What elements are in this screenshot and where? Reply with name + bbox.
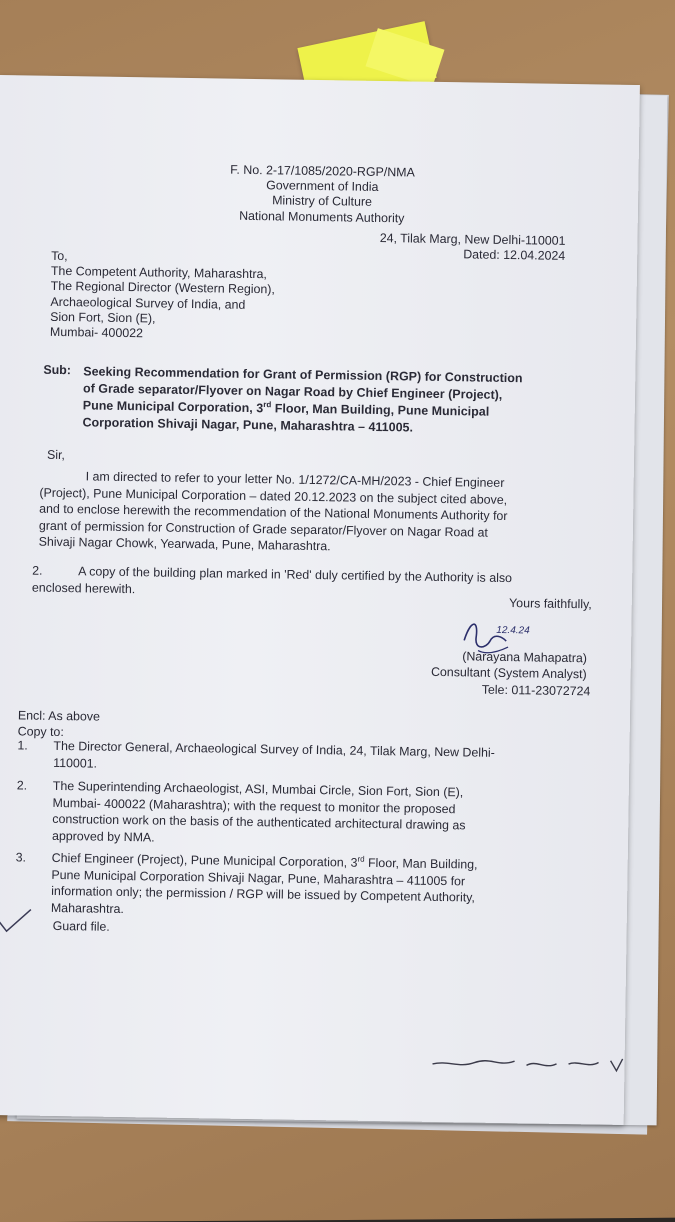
- copy-line: Chief Engineer (Project), Pune Municipal Corporation, 3rd Floor, Man Building,: [51, 850, 478, 872]
- paragraph-line: grant of permission for Construction of Grade separator/Flyover on Nagar Road at: [38, 518, 489, 540]
- sender-address-block: [379, 231, 565, 264]
- copy-line: 110001.: [53, 755, 98, 771]
- org-line-2: Ministry of Culture: [272, 193, 373, 210]
- signatory-designation: Consultant (System Analyst): [430, 664, 587, 682]
- recipient-line: The Competent Authority, Maharashtra,: [50, 264, 268, 282]
- signature-date: 12.4.24: [496, 624, 530, 637]
- org-line-1: Government of India: [266, 178, 379, 195]
- org-line-3: National Monuments Authority: [239, 208, 405, 225]
- paragraph-number: 2.: [32, 563, 43, 578]
- recipient-block: [50, 249, 276, 344]
- to-label: To,: [51, 248, 68, 264]
- copy-item: [16, 777, 466, 850]
- paragraph-line: I am directed to refer to your letter No. 1/1272/CA-MH/2023 - Chief Engineer: [85, 469, 505, 490]
- paragraph-2: [32, 563, 512, 604]
- closing: Yours faithfully,: [509, 596, 592, 612]
- letter-page: [0, 75, 640, 1125]
- copy-line: Mumbai- 400022 (Maharashtra); with the request to monitor the proposed: [52, 795, 456, 816]
- copy-item: [17, 737, 495, 778]
- file-number: F. No. 2-17/1085/2020-RGP/NMA: [230, 162, 415, 180]
- enclosure-block: [18, 708, 100, 740]
- tick-mark: [0, 905, 35, 936]
- subject-line: Corporation Shivaji Nagar, Pune, Maharashtra – 411005.: [82, 415, 414, 435]
- copy-to-label: Copy to:: [17, 723, 64, 739]
- letter-date: Dated: 12.04.2024: [463, 247, 566, 264]
- copy-line: construction work on the basis of the authenticated architectural drawing as: [52, 812, 466, 833]
- paragraph-line: and to enclose herewith the recommendation of the National Monuments Authority for: [39, 501, 508, 524]
- guard-file: Guard file.: [52, 918, 110, 934]
- handwritten-note: [428, 1050, 628, 1079]
- paragraph-line: Shivaji Nagar Chowk, Yearwada, Pune, Maharashtra.: [38, 535, 331, 554]
- copy-line: information only; the permission / RGP will be issued by Competent Authority,: [51, 884, 476, 905]
- signatory-name: (Narayana Mahapatra): [462, 649, 588, 666]
- paragraph-1: [39, 468, 509, 558]
- copy-line: Maharashtra.: [50, 900, 125, 916]
- subject-line: Pune Municipal Corporation, 3rd Floor, Man Building, Pune Municipal: [82, 398, 490, 419]
- letter-header: [0, 159, 639, 230]
- copy-number: 3.: [15, 850, 27, 865]
- copy-item: [15, 849, 478, 923]
- copy-line: Pune Municipal Corporation Shivaji Nagar, Pune, Maharashtra – 411005 for: [51, 867, 466, 888]
- subject-line: Seeking Recommendation for Grant of Permission (RGP) for Construction: [83, 364, 523, 386]
- sender-address: 24, Tilak Marg, New Delhi-110001: [379, 230, 566, 248]
- recipient-line: Archaeological Survey of India, and: [50, 294, 246, 312]
- paragraph-line: A copy of the building plan marked in 'Red' duly certified by the Authority is also: [78, 564, 513, 586]
- copy-number: 1.: [17, 738, 28, 753]
- copy-number: 2.: [16, 778, 28, 793]
- paragraph-line: (Project), Pune Municipal Corporation – dated 20.12.2023 on the subject cited above,: [39, 485, 508, 507]
- subject-text: [82, 363, 522, 438]
- enclosure-line: Encl: As above: [17, 708, 101, 724]
- recipient-line: The Regional Director (Western Region),: [50, 279, 276, 297]
- salutation: Sir,: [46, 447, 66, 463]
- subject-line: of Grade separator/Flyover on Nagar Road by Chief Engineer (Project),: [82, 381, 503, 402]
- copy-line: approved by NMA.: [51, 828, 155, 845]
- recipient-line: Mumbai- 400022: [49, 324, 144, 341]
- signatory-phone: Tele: 011-23072724: [481, 682, 591, 699]
- recipient-line: Sion Fort, Sion (E),: [50, 309, 156, 326]
- paragraph-line: enclosed herewith.: [31, 580, 136, 596]
- subject-label: Sub:: [43, 362, 72, 378]
- copy-line: The Director General, Archaeological Survey of India, 24, Tilak Marg, New Delhi-: [53, 738, 495, 760]
- copy-line: The Superintending Archaeologist, ASI, Mumbai Circle, Sion Fort, Sion (E),: [52, 778, 464, 800]
